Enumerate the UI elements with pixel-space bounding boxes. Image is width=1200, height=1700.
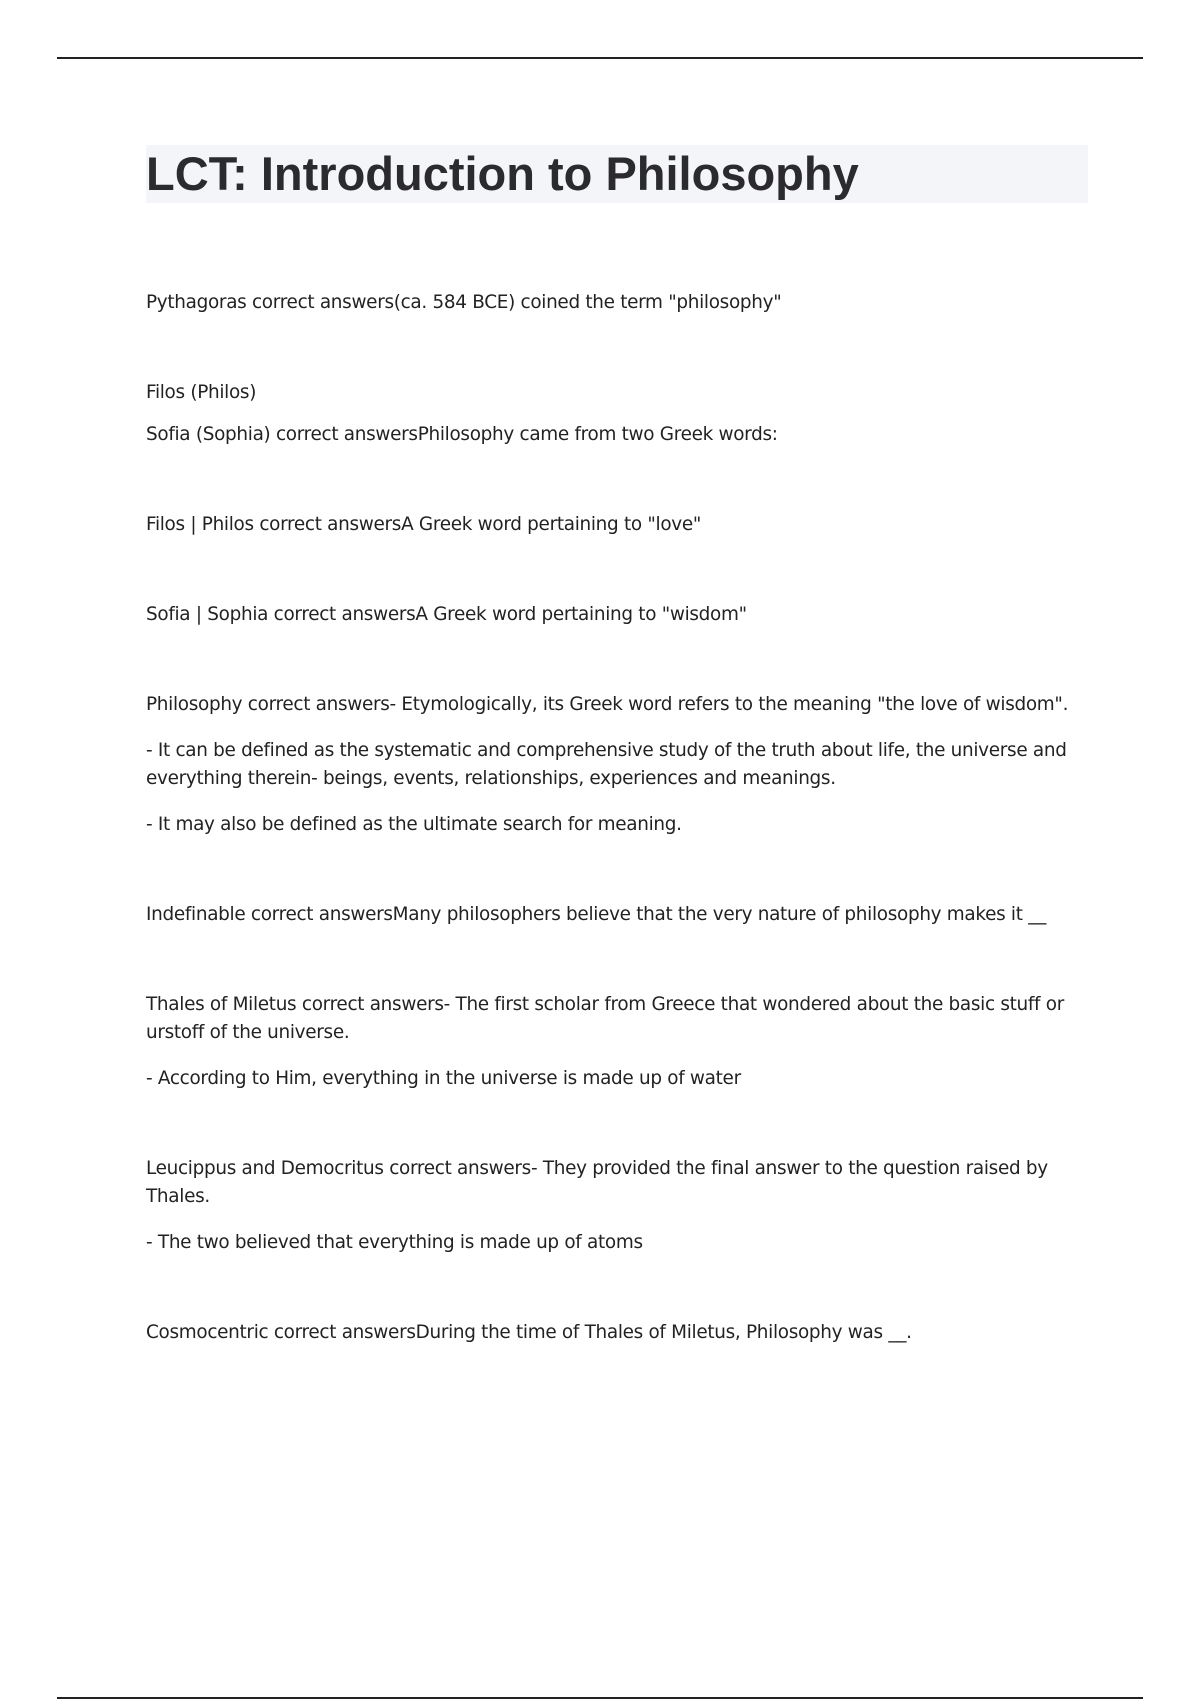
flashcard-entry [146, 379, 1086, 449]
flashcard-entry [146, 601, 1086, 629]
document-body [146, 289, 1086, 1409]
document-title: LCT: Introduction to Philosophy [146, 147, 859, 200]
entry-text: Leucippus and Democritus correct answers- They provided the final answer to the question raised by Thales. [146, 1158, 1048, 1207]
entry-text: Sofia (Sophia) correct answersPhilosophy came from two Greek words: [146, 424, 778, 445]
flashcard-entry [146, 991, 1086, 1093]
flashcard-entry [146, 901, 1086, 929]
entry-text: Philosophy correct answers- Etymologically, its Greek word refers to the meaning "the love of wisdom". [146, 694, 1069, 715]
entry-text: Sofia | Sophia correct answersA Greek word pertaining to "wisdom" [146, 604, 747, 625]
entry-text: Thales of Miletus correct answers- The first scholar from Greece that wondered about the basic stuff or urstoff of the universe. [146, 994, 1064, 1043]
flashcard-entry [146, 511, 1086, 539]
top-rule [57, 57, 1143, 59]
bottom-rule [57, 1697, 1143, 1699]
entry-text: Filos | Philos correct answersA Greek word pertaining to "love" [146, 514, 702, 535]
entry-text: Indefinable correct answersMany philosophers believe that the very nature of philosophy makes it __ [146, 904, 1046, 925]
entry-text: - According to Him, everything in the universe is made up of water [146, 1068, 741, 1089]
flashcard-entry [146, 691, 1086, 839]
entry-text: - The two believed that everything is made up of atoms [146, 1232, 643, 1253]
entry-text: Filos (Philos) [146, 382, 257, 403]
flashcard-entry [146, 1155, 1086, 1257]
entry-text: Cosmocentric correct answersDuring the time of Thales of Miletus, Philosophy was __. [146, 1322, 912, 1343]
entry-text: Pythagoras correct answers(ca. 584 BCE) coined the term "philosophy" [146, 292, 782, 313]
flashcard-entry [146, 289, 1086, 317]
entry-text: - It may also be defined as the ultimate search for meaning. [146, 814, 682, 835]
flashcard-entry [146, 1319, 1086, 1347]
entry-text: - It can be defined as the systematic and comprehensive study of the truth about life, the universe and everything therein- beings, events, relationships, experiences and meanings. [146, 740, 1067, 789]
